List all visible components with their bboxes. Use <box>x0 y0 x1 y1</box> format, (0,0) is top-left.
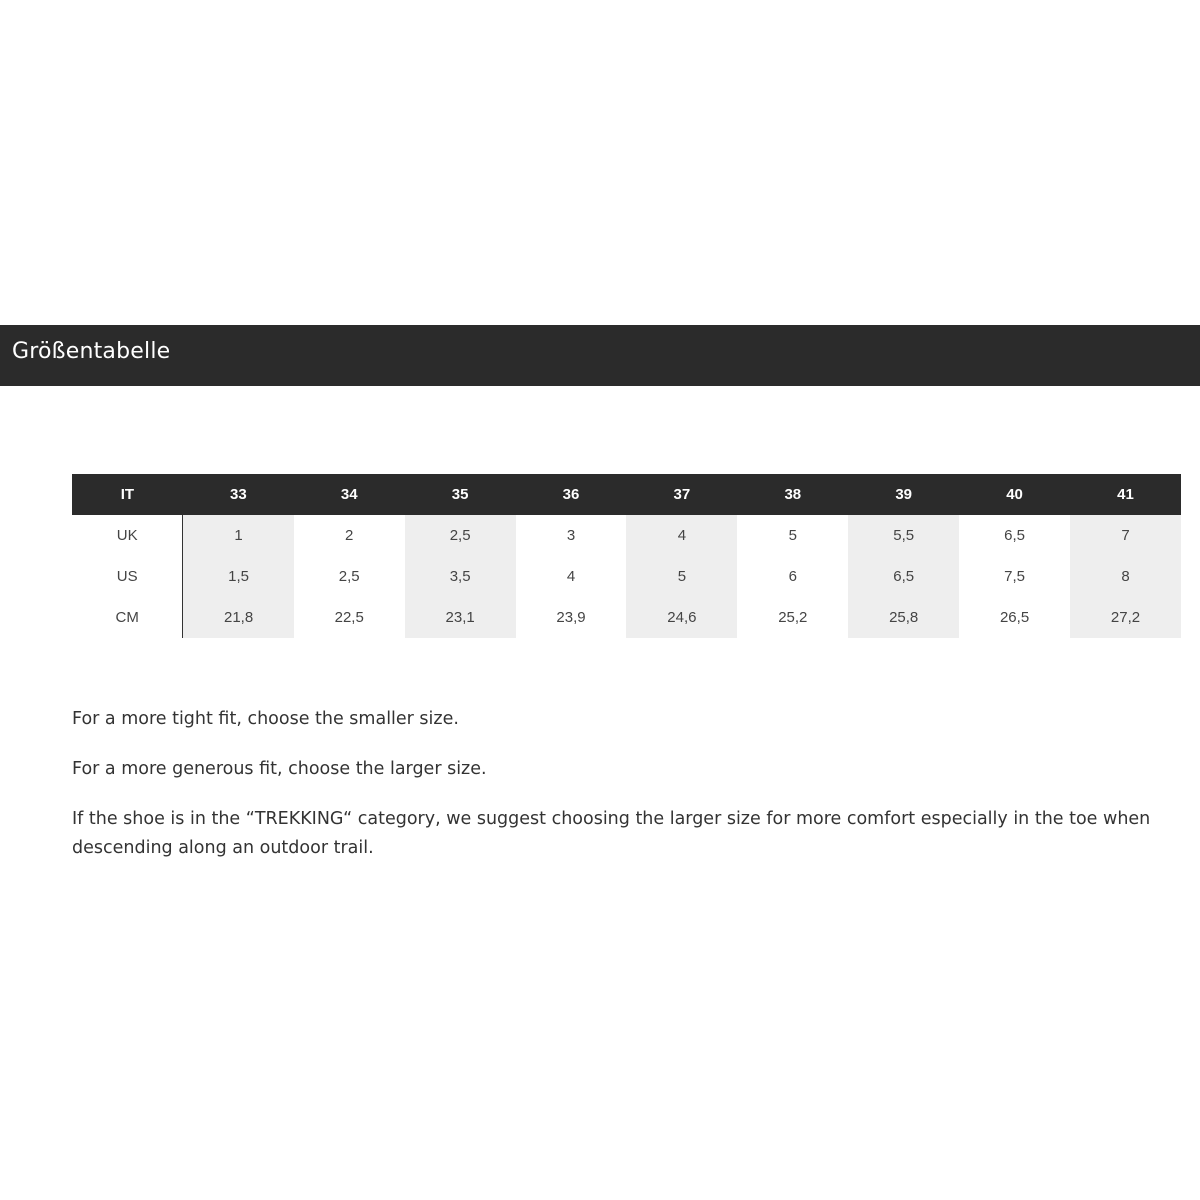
page-header-bar <box>0 325 1200 386</box>
column-header: 36 <box>516 474 627 515</box>
table-cell: 25,8 <box>848 597 959 638</box>
column-header: 33 <box>183 474 294 515</box>
column-header: 34 <box>294 474 405 515</box>
table-cell: 23,9 <box>556 609 586 626</box>
table-cell: 3 <box>566 527 576 544</box>
page-title: Größentabelle <box>12 339 171 364</box>
table-cell: 6,5 <box>1004 527 1025 544</box>
table-cell: 22,5 <box>334 609 364 626</box>
table-cell: 8 <box>1070 556 1181 597</box>
column-header: 41 <box>1070 474 1181 515</box>
column-header: IT <box>72 474 183 515</box>
table-cell: 6 <box>788 568 797 585</box>
table-cell: 2 <box>345 527 354 544</box>
fit-note-trekking: If the shoe is in the “TREKKING“ category, we suggest choosing the larger size for more comfort especially in the toe when descending along an outdoor trail. <box>72 809 1151 858</box>
table-cell: 27,2 <box>1070 597 1181 638</box>
table-cell: 4 <box>566 568 576 585</box>
table-cell: 5 <box>788 527 797 544</box>
column-header: 39 <box>848 474 959 515</box>
column-header: 37 <box>626 474 737 515</box>
table-cell: 5,5 <box>848 515 959 556</box>
table-header-row <box>72 474 1181 515</box>
table-cell: 1 <box>183 515 294 556</box>
table-cell: 6,5 <box>848 556 959 597</box>
table-cell: 2,5 <box>338 568 360 585</box>
table-cell: 7,5 <box>1004 568 1025 585</box>
fit-note-generous: For a more generous fit, choose the larger size. <box>72 759 487 779</box>
column-header: 40 <box>959 474 1070 515</box>
table-cell: 3,5 <box>405 556 516 597</box>
table-cell: 26,5 <box>999 609 1030 626</box>
size-chart-table <box>72 474 1181 638</box>
table-row <box>72 515 1181 556</box>
row-label: US <box>72 556 183 597</box>
fit-notes <box>72 705 1187 884</box>
row-label: CM <box>72 597 183 638</box>
table-cell: 21,8 <box>183 597 294 638</box>
table-row <box>72 597 1181 638</box>
table-cell: 2,5 <box>405 515 516 556</box>
column-header: 35 <box>405 474 516 515</box>
table-cell: 24,6 <box>626 597 737 638</box>
table-cell: 5 <box>626 556 737 597</box>
table-cell: 23,1 <box>405 597 516 638</box>
table-cell: 4 <box>626 515 737 556</box>
row-label: UK <box>72 515 183 556</box>
table-cell: 25,2 <box>778 609 808 626</box>
table-cell: 1,5 <box>183 556 294 597</box>
fit-note-tight: For a more tight fit, choose the smaller size. <box>72 709 459 729</box>
column-header: 38 <box>737 474 848 515</box>
table-row <box>72 556 1181 597</box>
table-cell: 7 <box>1070 515 1181 556</box>
